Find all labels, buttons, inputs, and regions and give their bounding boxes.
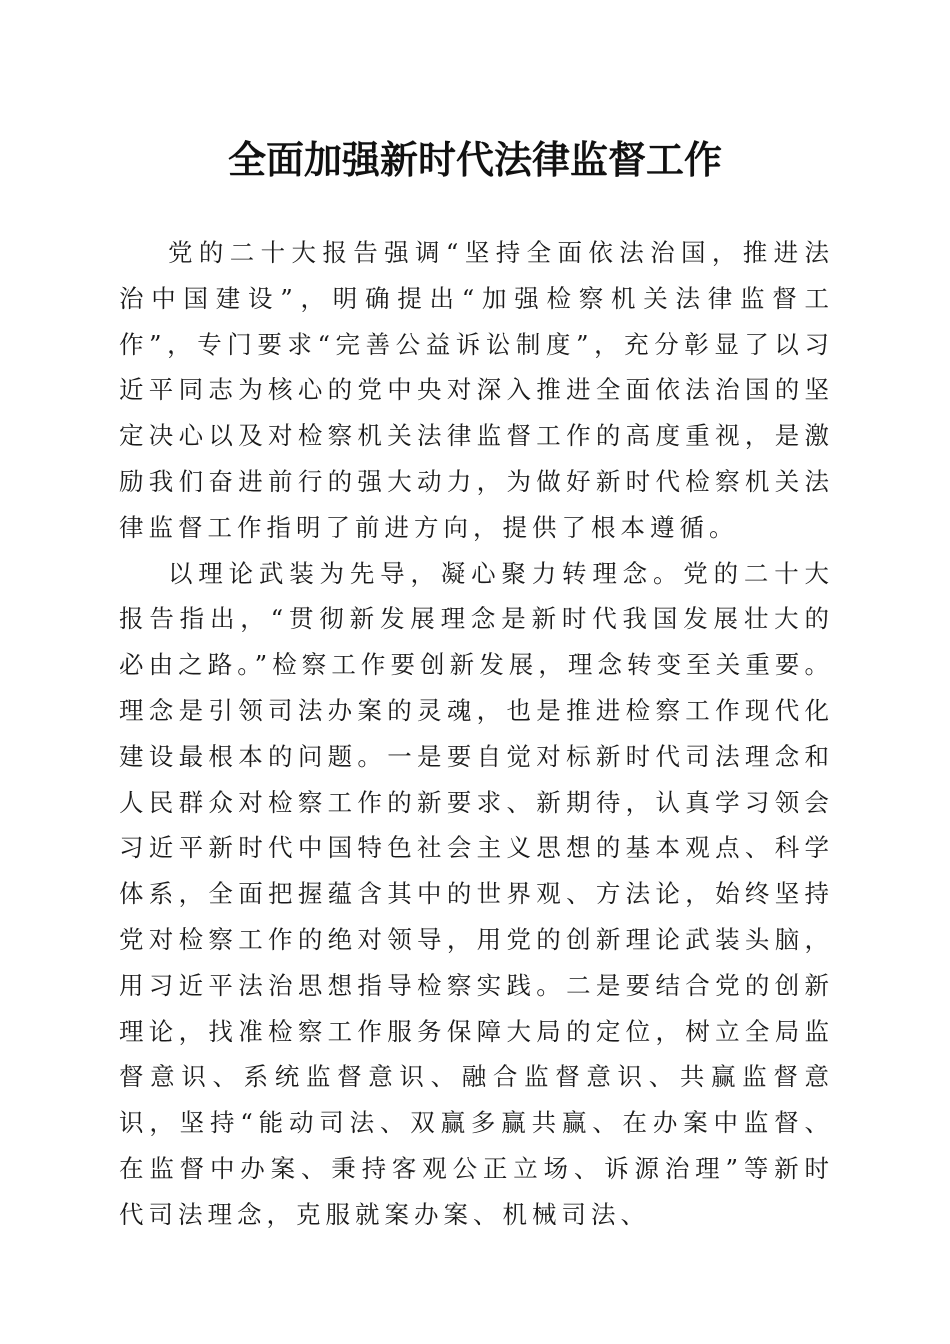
document-body [119,230,834,1238]
document-title: 全面加强新时代法律监督工作 [227,137,722,182]
paragraph: 以理论武装为先导，凝心聚力转理念。党的二十大报告指出，“贯彻新发展理念是新时代我国发展壮大的必由之路。”检察工作要创新发展，理念转变至关重要。理念是引领司法办案的灵魂，也是推进检察工作现代化建设最根本的问题。一是要自觉对标新时代司法理念和人民群众对检察工作的新要求、新期待，认真学习领会习近平新时代中国特色社会主义思想的基本观点、科学体系，全面把握蕴含其中的世界观、方法论，始终坚持党对检察工作的绝对领导，用党的创新理论武装头脑，用习近平法治思想指导检察实践。二是要结合党的创新理论，找准检察工作服务保障大局的定位，树立全局监督意识、系统监督意识、融合监督意识、共赢监督意识，坚持“能动司法、双赢多赢共赢、在办案中监督、在监督中办案、秉持客观公正立场、诉源治理”等新时代司法理念，克服就案办案、机械司法、 [119,558,834,1229]
paragraph: 党的二十大报告强调“坚持全面依法治国，推进法治中国建设”，明确提出“加强检察机关法律监督工作”，专门要求“完善公益诉讼制度”，充分彰显了以习近平同志为核心的党中央对深入推进全面依法治国的坚定决心以及对检察机关法律监督工作的高度重视，是激励我们奋进前行的强大动力，为做好新时代检察机关法律监督工作指明了前进方向，提供了根本遵循。 [119,238,834,542]
